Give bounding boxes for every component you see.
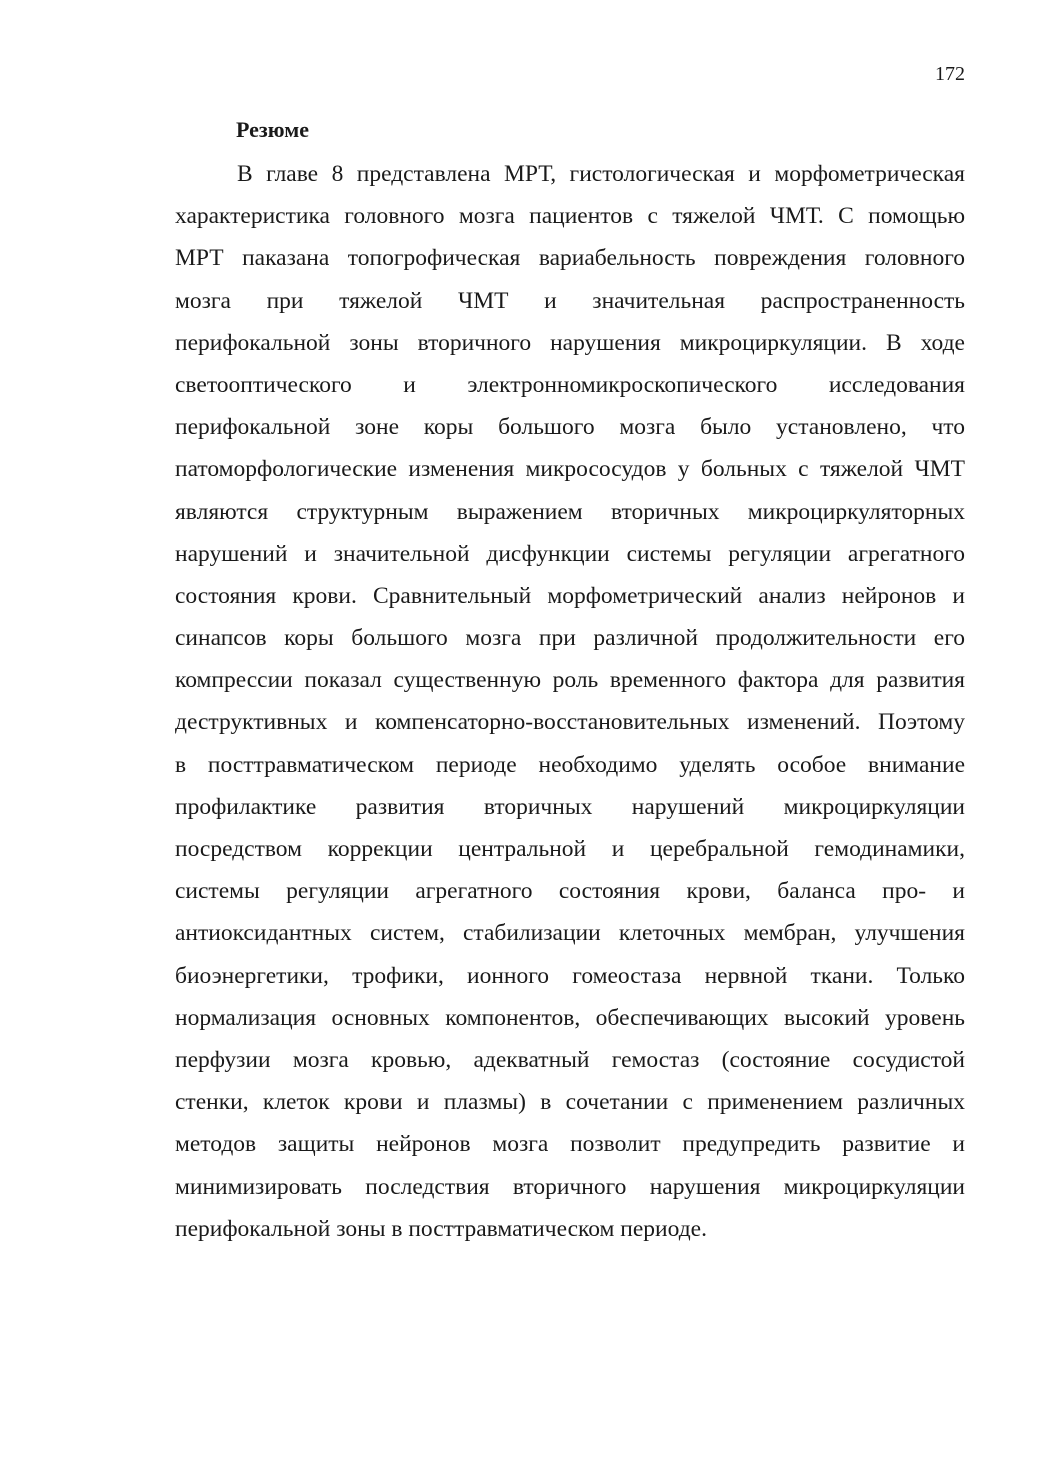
paragraph-line: компрессии показал существенную роль временного фактора для развития bbox=[175, 667, 965, 694]
paragraph-line: стенки, клеток крови и плазмы) в сочетании с применением различных bbox=[175, 1089, 965, 1116]
summary-paragraph bbox=[175, 153, 965, 1250]
paragraph-line: перифокальной зоны вторичного нарушения микроциркуляции. В ходе bbox=[175, 329, 965, 356]
paragraph-line: системы регуляции агрегатного состояния крови, баланса про- и bbox=[175, 878, 965, 905]
paragraph-line: методов защиты нейронов мозга позволит предупредить развитие и bbox=[175, 1131, 965, 1158]
paragraph-line: биоэнергетики, трофики, ионного гомеостаза нервной ткани. Только bbox=[175, 962, 965, 989]
page-number: 172 bbox=[935, 63, 965, 85]
paragraph-line: перифокальной зоне коры большого мозга было установлено, что bbox=[175, 414, 965, 441]
paragraph-line: В главе 8 представлена МРТ, гистологическая и морфометрическая bbox=[237, 161, 965, 187]
paragraph-line: светооптического и электронномикроскопического исследования bbox=[175, 371, 965, 398]
paragraph-line: нормализация основных компонентов, обеспечивающих высокий уровень bbox=[175, 1004, 965, 1031]
paragraph-line: являются структурным выражением вторичных микроциркуляторных bbox=[175, 498, 965, 525]
paragraph-line: мозга при тяжелой ЧМТ и значительная распространенность bbox=[175, 287, 965, 314]
paragraph-line: МРТ паказана топогрофическая вариабельность повреждения головного bbox=[175, 245, 965, 272]
paragraph-line: перифокальной зоны в посттравматическом периоде. bbox=[175, 1215, 707, 1242]
paragraph-line: минимизировать последствия вторичного нарушения микроциркуляции bbox=[175, 1173, 965, 1200]
paragraph-line: в посттравматическом периоде необходимо уделять особое внимание bbox=[175, 751, 965, 778]
paragraph-line: профилактике развития вторичных нарушений микроциркуляции bbox=[175, 793, 965, 820]
paragraph-line: перфузии мозга кровью, адекватный гемостаз (состояние сосудистой bbox=[175, 1046, 965, 1073]
paragraph-line: синапсов коры большого мозга при различной продолжительности его bbox=[175, 625, 965, 652]
paragraph-line: посредством коррекции центральной и церебральной гемодинамики, bbox=[175, 836, 965, 862]
paragraph-line: характеристика головного мозга пациентов с тяжелой ЧМТ. С помощью bbox=[175, 203, 965, 230]
paragraph-line: патоморфологические изменения микрососудов у больных с тяжелой ЧМТ bbox=[175, 456, 965, 483]
paragraph-line: нарушений и значительной дисфункции системы регуляции агрегатного bbox=[175, 540, 965, 567]
paragraph-line: антиоксидантных систем, стабилизации клеточных мембран, улучшения bbox=[175, 920, 965, 947]
paragraph-line: деструктивных и компенсаторно-восстановительных изменений. Поэтому bbox=[175, 709, 965, 736]
paragraph-line: состояния крови. Сравнительный морфометрический анализ нейронов и bbox=[175, 582, 965, 609]
section-heading: Резюме bbox=[236, 117, 310, 142]
